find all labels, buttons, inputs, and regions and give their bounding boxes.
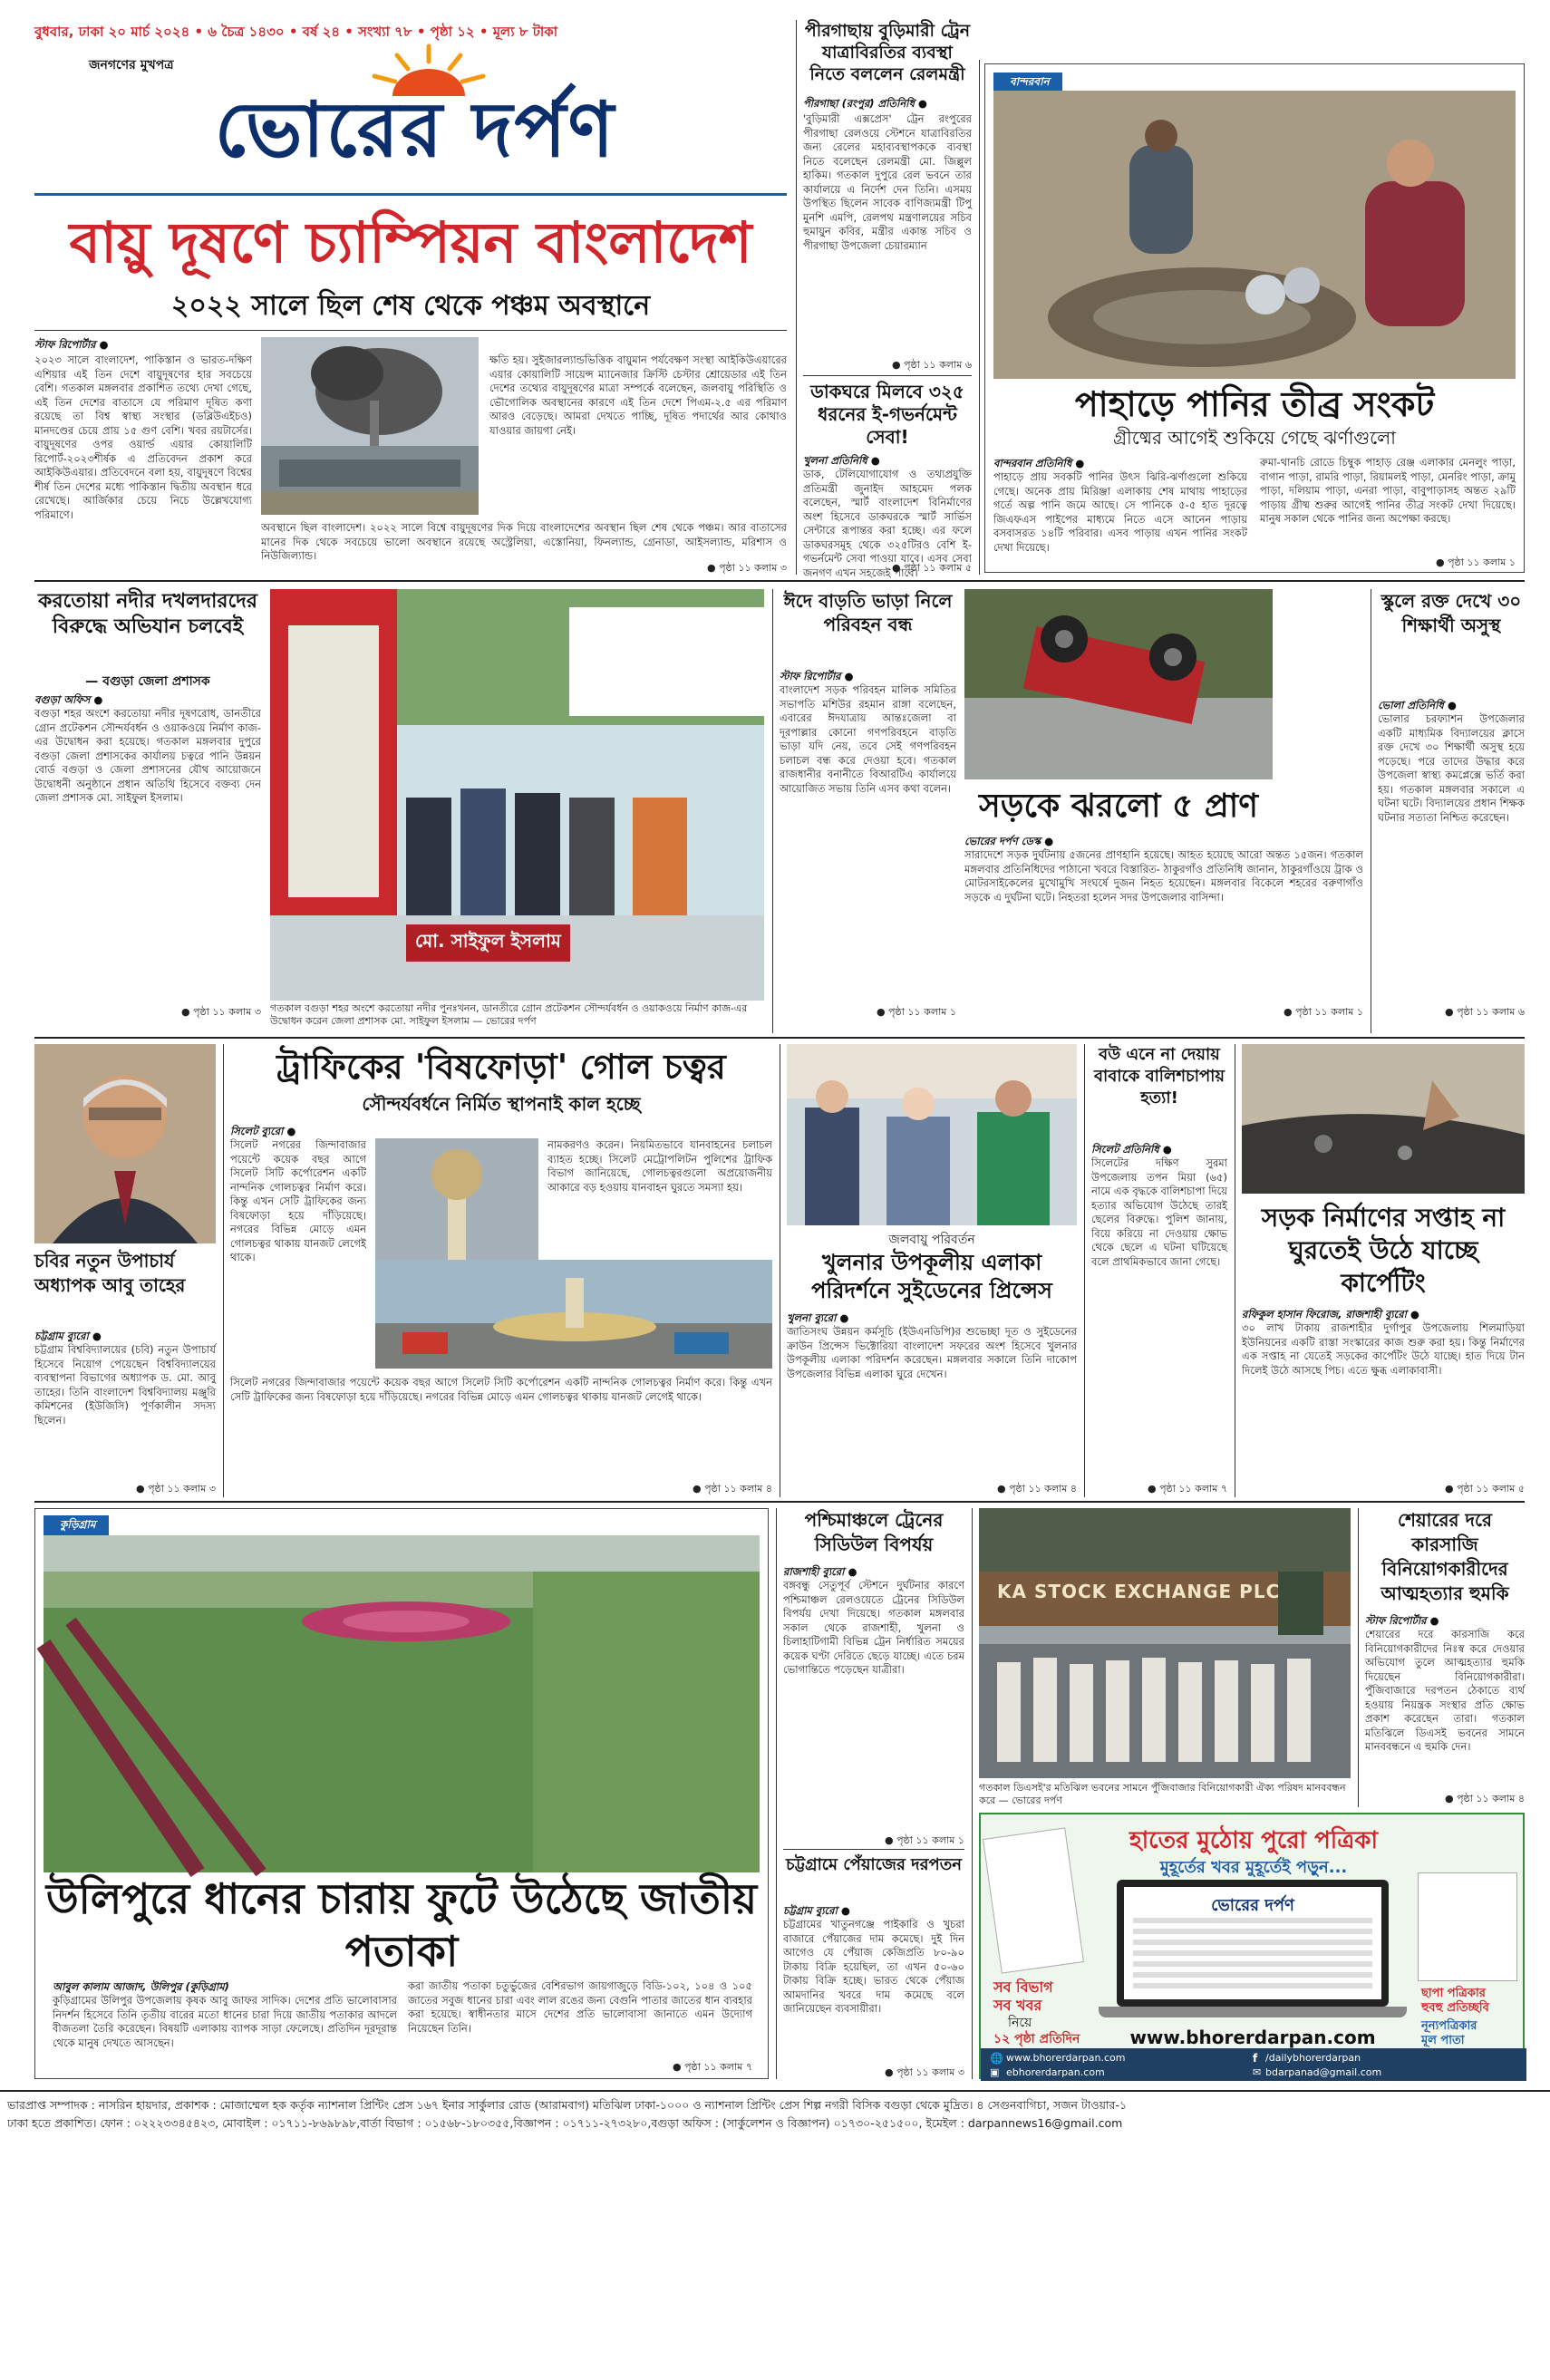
divider bbox=[34, 580, 1525, 582]
divider bbox=[223, 1044, 224, 1497]
traffic-column-1: সিলেট নগরের জিন্দাবাজার পয়েন্টে কয়েক বছর আগে সিলেট সিটি কর্পোরেশন একটি নান্দনিক গোলচত্বর নির্মাণ করে। কিন্তু এখন সেটি ট্রাফিকের জন্য বিষফোড়া হয়ে দাঁড়িয়েছে। নগরের বিভিন্ন মোড়ে এমন গোলচত্বর থাকায় যানজট লেগেই থাকে। bbox=[230, 1138, 366, 1263]
kurigram-column-2: করা জাতীয় পতাকা চতুর্ভুজের বেশিরভাগ জায়গাজুড়ে বিডি-১০২, ১০৪ ও ১০৫ জাতের সবুজ ধানের চারা এবং লাল রঙের জন্য বেগুনি পাতার জাতের ধান ব্যবহার করা হয়েছে। স্বাধীনতার মাসে দেশের প্রতি ভালোবাসা জানাতে এমন উদ্যোগ নিয়েছেন তিনি। bbox=[408, 1979, 752, 2035]
road-carpeting-photo bbox=[1242, 1044, 1525, 1194]
train-byline: পীরগাছা (রংপুর) প্রতিনিধি ● bbox=[803, 97, 927, 110]
karatoa-subtitle: — বগুড়া জেলা প্রশাসক bbox=[85, 674, 210, 689]
accident-photo bbox=[964, 589, 1273, 779]
epaper-icon: ▣ bbox=[990, 2066, 1000, 2078]
karatoa-continued: ● পৃষ্ঠা ১১ কলাম ৩ bbox=[180, 1006, 261, 1018]
murder-continued: ● পৃষ্ঠা ১১ কলাম ৭ bbox=[1147, 1483, 1227, 1495]
water-crisis-photo bbox=[993, 91, 1516, 379]
ad-email[interactable]: bdarpanad@gmail.com bbox=[1265, 2066, 1382, 2078]
share-body: শেয়ারের দরে কারসাজি করে বিনিয়োগকারীদের নিঃস্ব করে দেওয়ার অভিযোগ তুলে আত্মহত্যার হুমকি দিয়েছেন বিনিয়োগকারীরা। পুঁজিবাজারে দরপতন ঠেকাতে ব্যর্থ হওয়ায় নিয়ন্ত্রক সংস্থার প্রতি ক্ষোভ প্রকাশ করেছেন তারা। গতকাল মতিঝিলে ডিএসই ভবনের সামনে মানববন্ধনে এ হুমকি দেন। bbox=[1365, 1628, 1525, 1753]
kurigram-continued: ● পৃষ্ঠা ১১ কলাম ৭ bbox=[672, 2061, 752, 2073]
blood-headline: স্কুলে রক্ত দেখে ৩০ শিক্ষার্থী অসুস্থ bbox=[1380, 590, 1522, 636]
train-body: 'বুড়িমারী এক্সপ্রেস' ট্রেন রংপুরের পীরগাছা রেলওয়ে স্টেশনে যাত্রাবিরতির জন্য রেলের মহাব্যবস্থাপককে ব্যবস্থা নিতে বলেছেন রেলমন্ত্রী মো. জিল্লুল হাকিম। গতকাল দুপুরে রেল ভবনে তার কার্যালয়ে এ নির্দেশ দেন তিনি। এসময় উপস্থিত ছিলেন সাবেক বাণিজ্যমন্ত্রী টিপু মুনশি এমপি, রেলপথ মন্ত্রণালয়ের সচিব হুমায়ুন কবির, মন্ত্রীর একান্ত সচিব ও পীরগাছা উপজেলা চেয়ারম্যান bbox=[803, 112, 972, 252]
westtrain-body: বঙ্গবন্ধু সেতুপূর্ব স্টেশনে দুর্ঘটনার কারণে পশ্চিমাঞ্চল রেলওয়েতে ট্রেনের সিডিউল বিপর্যয় দেখা দিয়েছে। গতকাল মঙ্গলবার সকাল থেকে রাজশাহী, খুলনা ও চিলাহাটিগামী বিভিন্ন ট্রেন নির্ধারিত সময়ের কয়েক ঘণ্টা দেরিতে ছেড়ে যাচ্ছে। এতে চরম ভোগান্তিতে পড়েছেন যাত্রীরা। bbox=[783, 1579, 964, 1676]
blood-byline: ভোলা প্রতিনিধি ● bbox=[1378, 699, 1457, 711]
divider bbox=[776, 1508, 777, 2079]
onion-byline: চট্টগ্রাম ব্যুরো ● bbox=[783, 1904, 850, 1917]
mail-icon: ✉ bbox=[1253, 2066, 1262, 2078]
vc-portrait-photo bbox=[34, 1044, 216, 1243]
dateline: বুধবার, ঢাকা ২০ মার্চ ২০২৪ • ৬ চৈত্র ১৪৩০ • বর্ষ ২৪ • সংখ্যা ৭৮ • পৃষ্ঠা ১২ • মূল্য ৮ টাকা bbox=[34, 24, 558, 40]
sweden-body: জাতিসংঘ উন্নয়ন কর্মসূচি (ইউএনডিপি)র শুভেচ্ছা দূত ও সুইডেনের ক্রাউন প্রিন্সেস ভিক্টোরিয়া বাংলাদেশ সফরের অংশ হিসেবে খুলনার উপকূলীয় এলাকা পরিদর্শন করেছেন। মঙ্গলবার সকালে তিনি দাকোপ উপজেলার বিভিন্ন এলাকা ঘুরে দেখেন। bbox=[787, 1325, 1077, 1380]
share-continued: ● পৃষ্ঠা ১১ কলাম ৪ bbox=[1444, 1793, 1525, 1804]
eid-headline: ঈদে বাড়তি ভাড়া নিলে পরিবহন বন্ধ bbox=[783, 590, 953, 635]
masthead bbox=[34, 16, 787, 202]
ad-right-4: মূল পাতা bbox=[1421, 2034, 1465, 2047]
rice-flag-photo bbox=[44, 1535, 760, 1872]
divider bbox=[34, 1037, 1525, 1039]
westtrain-continued: ● পৃষ্ঠা ১১ কলাম ১ bbox=[884, 1834, 964, 1846]
accident-headline: সড়কে ঝরলো ৫ প্রাণ bbox=[979, 788, 1258, 825]
share-byline: স্টাফ রিপোর্টার ● bbox=[1365, 1614, 1439, 1627]
lead-subtitle: ২০২২ সালে ছিল শেষ থেকে পঞ্চম অবস্থানে bbox=[170, 290, 651, 322]
bandarban-badge: বান্দরবান bbox=[993, 73, 1062, 94]
kurigram-byline: আবুল কালাম আজাদ, উলিপুর (কুড়িগ্রাম) bbox=[53, 1980, 229, 1993]
princess-photo bbox=[787, 1044, 1077, 1225]
vc-byline: চট্টগ্রাম ব্যুরো ● bbox=[34, 1330, 102, 1342]
lead-column-2: ক্ষতি হয়। সুইজারল্যান্ডভিত্তিক বায়ুমান পর্যবেক্ষণ সংস্থা আইকিউএয়ারের এয়ার কোয়ালিটি সায়েন্স ম্যানেজার ক্রিস্টি চেস্টার শ্রোয়েডার এই তিন দেশের তথ্যের বায়ুদূষণের মাত্রা সম্পর্কে বলেছেন, জলবায়ু পরিস্থিতি ও ভৌগোলিক অবস্থানের কারণে এই তিন দেশে পিএম-২.৫ এর পরিমাণ আরও বেড়েছে। আমরা দেখতে পাচ্ছি, দূষিত পদার্থের আর কোথাও যাওয়ার জায়গা নেই। bbox=[489, 353, 787, 437]
accident-continued: ● পৃষ্ঠা ১১ কলাম ১ bbox=[1283, 1006, 1363, 1018]
kurigram-column-1: কুড়িগ্রামের উলিপুর উপজেলায় কৃষক আবু জাফর সাদিক। দেশের প্রতি ভালোবাসার নিদর্শন হিসেবে তিনি তৃতীয় বারের মতো ধানের চারা দিয়ে জাতীয় পতাকার আদলে বীজতলা তৈরি করেছেন। বিষয়টি এলাকায় ব্যাপক সাড়া ফেলেছে। প্রতিদিন দূরদূরান্ত থেকে মানুষ দেখতে আসছেন। bbox=[53, 1994, 397, 2049]
facebook-icon: f bbox=[1253, 2052, 1258, 2065]
divider bbox=[803, 375, 972, 376]
vc-body: চট্টগ্রাম বিশ্ববিদ্যালয়ের (চবি) নতুন উপাচার্য হিসেবে নিয়োগ পেয়েছেন বিশ্ববিদ্যালয়ের ব্যবস্থাপনা বিভাগের অধ্যাপক ড. মো. আবু তাহের। তিনি বাংলাদেশ বিশ্ববিদ্যালয় মঞ্জুরি কমিশনের (ইউজিসি) পূর্ণকালীন সদস্য ছিলেন। bbox=[34, 1343, 216, 1427]
divider bbox=[783, 1849, 964, 1850]
lead-headline: বায়ু দূষণে চ্যাম্পিয়ন বাংলাদেশ bbox=[69, 209, 752, 276]
train-continued: ● পৃষ্ঠা ১১ কলাম ৬ bbox=[891, 359, 972, 371]
divider bbox=[979, 60, 980, 575]
karatoa-inauguration-photo bbox=[270, 589, 764, 1001]
bandarban-subtitle: গ্রীষ্মের আগেই শুকিয়ে গেছে ঝর্ণাগুলো bbox=[1113, 427, 1396, 449]
ad-left-3: নিয়ে bbox=[1008, 2016, 1032, 2030]
vc-headline: চবির নতুন উপাচার্য অধ্যাপক আবু তাহের bbox=[34, 1250, 186, 1296]
divider bbox=[34, 1501, 1525, 1503]
traffic-column-3: নামকরণও করেন। নিয়মিতভাবে যানবাহনের চলাচল ব্যাহত হচ্ছে। সিলেট মেট্রোপলিটন পুলিশের ট্রাফিক বিভাগ জানিয়েছে, গোলচত্বরগুলো অপ্রয়োজনীয় আকারে বড় হওয়ায় যানবাহন ঘুরতে সমস্যা হয়। bbox=[547, 1138, 772, 1194]
traffic-headline: ট্রাফিকের 'বিষফোড়া' গোল চত্বর bbox=[276, 1047, 726, 1087]
eid-byline: স্টাফ রিপোর্টার ● bbox=[780, 670, 854, 682]
egov-body: ডাক, টেলিযোগাযোগ ও তথ্যপ্রযুক্তি প্রতিমন্ত্রী জুনাইদ আহমেদ পলক বলেছেন, স্মার্ট বাংলাদেশ বিনির্মাণের অংশ হিসেবে ডাকঘরকে স্মার্ট সার্ভিস সেন্টারে রূপান্তর করা হচ্ছে। এর ফলে ডাকঘরসমূহ থেকে ৩২৫টিরও বেশি ই-গভর্নমেন্ট সেবা পাওয়া যাবে। এসব সেবা জনগণ এখন সহজেই পাবে। bbox=[803, 468, 972, 579]
footer-line-2: ঢাকা হতে প্রকাশিত। ফোন : ০২২২৩৩৪৫৪২৩, মোবাইল : ০১৭১১-৮৬৯৮৯৮,বার্তা বিভাগ : ০১৫৬৮-১৮০৩৫৫,বিজ্ঞাপন : ০১৭১১-২৭৩২৮০,বগুড়া অফিস : (সার্কুলেশন ও বিজ্ঞাপন) ০১৭৩০-২৫১৫০০, ইমেইল : darpannews16@gmail.com bbox=[7, 2116, 1123, 2130]
tagline: জনগণের মুখপত্র bbox=[89, 58, 174, 73]
blood-body: ভোলার চরফ্যাশন উপজেলার একটি মাধ্যমিক বিদ্যালয়ের ক্লাসে রক্ত দেখে ৩০ শিক্ষার্থী অসুস্থ হয়ে পড়েছে। পরে তাদের উদ্ধার করে উপজেলা স্বাস্থ্য কমপ্লেক্সে ভর্তি করা হয়। গতকাল মঙ্গলবার সকালে এ ঘটনা ঘটে। বিদ্যালয়ের প্রধান শিক্ষক ঘটনার সত্যতা নিশ্চিত করেছেন। bbox=[1378, 712, 1525, 824]
ad-right-2: হুবহু প্রতিচ্ছবি bbox=[1421, 2001, 1489, 2015]
ad-headline: হাতের মুঠোয় পুরো পত্রিকা bbox=[1129, 1827, 1379, 1854]
murder-body: সিলেটের দক্ষিণ সুরমা উপজেলায় তপন মিয়া (৬৫) নামে এক বৃদ্ধকে বালিশচাপা দিয়ে হত্যার অভিযোগ উঠেছে তারই ছেলের বিরুদ্ধে। পুলিশ জানায়, বিয়ে করিয়ে না দেওয়ায় ক্ষোভ থেকে ছেলে এ ঘটনা ঘটিয়েছে বলে প্রাথমিকভাবে জানা গেছে। bbox=[1091, 1156, 1227, 1268]
onion-continued: ● পৃষ্ঠা ১১ কলাম ৩ bbox=[884, 2066, 964, 2078]
traffic-subtitle: সৌন্দর্যবর্ধনে নির্মিত স্থাপনাই কাল হচ্ছে bbox=[362, 1093, 641, 1115]
carpet-headline: সড়ক নির্মাণের সপ্তাহ না ঘুরতেই উঠে যাচ্ছে কার্পেটিং bbox=[1261, 1203, 1506, 1298]
egov-continued: ● পৃষ্ঠা ১১ কলাম ৫ bbox=[891, 562, 972, 574]
kurigram-headline: উলিপুরে ধানের চারায় ফুটে উঠেছে জাতীয় পতাকা bbox=[45, 1874, 758, 1976]
epaper-advertisement bbox=[979, 1813, 1525, 2079]
carpet-continued: ● পৃষ্ঠা ১১ কলাম ৫ bbox=[1444, 1483, 1525, 1495]
divider bbox=[1358, 1508, 1359, 1807]
accident-body: সারাদেশে সড়ক দুর্ঘটনায় ৫জনের প্রাণহানি হয়েছে। আহত হয়েছে আরো অন্তত ১৫জন। গতকাল মঙ্গলবার প্রতিনিধিদের পাঠানো খবরে বিস্তারিত- ঠাকুরগাঁও প্রতিনিধি জানান, ঠাকুরগাঁওয়ে ট্রাক ও মোটরসাইকেলের মুখোমুখি সংঘর্ষে দুজন নিহত হয়েছেন। মঙ্গলবার বিকেলে শহরের বরুণাগাঁও সড়কে এ দুর্ঘটনা ঘটে। নিহতরা হলেন সদর উপজেলার বাসিন্দা। bbox=[964, 848, 1363, 904]
karatoa-body: বগুড়া শহর অংশে করতোয়া নদীর দূষণরোধ, ডানতীরে গ্রোন প্রটেকশন সৌন্দর্যবর্ধন ও ওয়াকওয়ে নির্মাণ কাজ-এর উদ্বোধন করা হয়েছে। গতকাল মঙ্গলবার দুপুরে বগুড়া জেলা প্রশাসকের কার্যালয় চত্বরে পানি উন্নয়ন বোর্ড বগুড়া ও জেলা প্রশাসনের যৌথ আয়োজনে উদ্বোধনী অনুষ্ঠানে প্রধান অতিথি হিসেবে বক্তব্য দেন জেলা প্রশাসক মো. সাইফুল ইসলাম। bbox=[34, 707, 261, 804]
factory-smoke-photo bbox=[261, 337, 479, 515]
divider bbox=[0, 2090, 1550, 2092]
newspaper-name: ভোরের দর্পণ bbox=[214, 84, 616, 174]
karatoa-headline: করতোয়া নদীর দখলদারদের বিরুদ্ধে অভিযান চলবেই bbox=[38, 590, 257, 638]
ad-subheadline: মুহূর্তের খবর মুহূর্তেই পড়ুন... bbox=[1159, 1858, 1348, 1877]
karatoa-caption: গতকাল বগুড়া শহর অংশে করতোয়া নদীর পুনঃখনন, ডানতীরে গ্রোন প্রটেকশন সৌন্দর্যবর্ধন ও ওয়াকওয়ে নির্মাণ কাজ-এর উদ্বোধন করেন জেলা প্রশাসক মো. সাইফুল ইসলাম — ভোরের দর্পণ bbox=[270, 1002, 748, 1027]
carpet-byline: রফিকুল হাসান ফিরোজ, রাজশাহী ব্যুরো ● bbox=[1242, 1308, 1419, 1321]
bandarban-column-1: পাহাড়ে প্রায় সবকটি পানির উৎস ঝিরি-ঝর্ণাগুলো শুকিয়ে গেছে। অনেক প্রায় মিরিঞ্জা এলাকায় শেষ মাথায় পাহাড়ের গর্তে অল্প পানি জমে আছে। সে পানিকে ৫-৫ হাত দূরত্বে জিএফএস পাইপের মাধ্যমে নিতে এসে আনেন পাড়ায় বসবাসরত ১৪টি পরিবার। এসব পাড়ায় এখন পানির সংকট দেখা দিয়েছে। bbox=[993, 470, 1247, 554]
traffic-continued: ● পৃষ্ঠা ১১ কলাম ৪ bbox=[692, 1483, 772, 1495]
ad-right-3: নূন্যপত্রিকার bbox=[1421, 2019, 1477, 2033]
egov-headline: ডাকঘরে মিলবে ৩২৫ ধরনের ই-গভর্নমেন্ট সেবা! bbox=[810, 381, 964, 448]
train-headline: পীরগাছায় বুড়িমারী ট্রেন যাত্রাবিরতির ব্যবস্থা নিতে বললেন রেলমন্ত্রী bbox=[804, 21, 971, 84]
divider bbox=[34, 330, 787, 331]
newspaper-stack-icon bbox=[1418, 1872, 1517, 1981]
westtrain-byline: রাজশাহী ব্যুরো ● bbox=[783, 1565, 857, 1578]
lead-continued: ● পৃষ্ঠা ১১ কলাম ৩ bbox=[706, 562, 787, 574]
stock-exchange-photo bbox=[979, 1508, 1351, 1778]
ad-url[interactable]: www.bhorerdarpan.com bbox=[1129, 2027, 1376, 2048]
murder-byline: সিলেট প্রতিনিধি ● bbox=[1091, 1143, 1172, 1156]
bandarban-column-2: রুমা-থানচি রোডে চিম্বুক পাহাড় রেঞ্জ এলাকার মেনলুং পাড়া, বাগান পাড়া, রামরি পাড়া, রিয়ামলই পাড়া, মেনরিং পাড়া, ক্রামু পাড়া, দলিয়াম পাড়া, এনরা পাড়া, বাবুপাড়াসহ অন্তত ২৯টি পাড়ায় গ্রীষ্ম শুরুর আগেই পানির তীব্র সংকট দেখা দিয়েছে। মানুষ সকাল থেকে পানির জন্য অপেক্ষা করছে। bbox=[1260, 456, 1516, 525]
ad-left-4: ১২ পৃষ্ঠা প্রতিদিন bbox=[993, 2032, 1080, 2046]
kurigram-badge: কুড়িগ্রাম bbox=[44, 1515, 109, 1537]
carpet-body: ৩০ লাখ টাকায় রাজশাহীর দুর্গাপুর উপজেলায় শিলমাড়িয়া ইউনিয়নের একটি রাস্তা সংস্কারের কাজ শুরু করা হয়। কিন্তু নির্মাণের এক সপ্তাহ না যেতেই সড়কের কার্পেটিং উঠে যাচ্ছে। হাত দিয়ে টান দিলেই উঠে আসছে পিচ। এতে ক্ষুব্ধ এলাকাবাসী। bbox=[1242, 1321, 1525, 1377]
globe-icon: 🌐 bbox=[990, 2052, 1003, 2065]
dse-caption: গতকাল ডিএসই'র মতিঝিল ভবনের সামনে পুঁজিবাজার বিনিয়োগকারী ঐক্য পরিষদ মানববন্ধন করে — ভোরের দর্পণ bbox=[979, 1782, 1346, 1806]
divider bbox=[796, 20, 797, 575]
eid-continued: ● পৃষ্ঠা ১১ কলাম ১ bbox=[876, 1006, 956, 1018]
share-headline: শেয়ারের দরে কারসাজি বিনিয়োগকারীদের আত্মহত্যার হুমকি bbox=[1380, 1509, 1509, 1604]
sweden-byline: খুলনা ব্যুরো ● bbox=[787, 1311, 849, 1324]
blood-continued: ● পৃষ্ঠা ১১ কলাম ৬ bbox=[1444, 1006, 1525, 1018]
plaque-sign: মো. সাইফুল ইসলাম bbox=[406, 924, 570, 962]
westtrain-headline: পশ্চিমাঞ্চলে ট্রেনের সিডিউল বিপর্যয় bbox=[804, 1509, 944, 1555]
ad-facebook[interactable]: /dailybhorerdarpan bbox=[1265, 2052, 1361, 2064]
sweden-continued: ● পৃষ্ঠা ১১ কলাম ৪ bbox=[996, 1483, 1077, 1495]
eid-body: বাংলাদেশ সড়ক পরিবহন মালিক সমিতির সভাপতি মশিউর রহমান রাঙ্গা বলেছেন, এবারের ঈদযাত্রায় আন্তঃজেলা বা দূরপাল্লার কোনো গণপরিবহনে বাড়তি ভাড়া যদি নেয়, তবে সেই গণপরিবহন চলাচল বন্ধ করে দেওয়া হবে। গতকাল রাজধানীর বনানীতে বিআরটিএ কার্যালয়ে আয়োজিত সভায় তিনি এসব কথা বলেন। bbox=[780, 683, 956, 795]
traffic-byline: সিলেট ব্যুরো ● bbox=[230, 1125, 296, 1137]
accident-byline: ভোরের দর্পণ ডেস্ক ● bbox=[964, 835, 1054, 847]
laptop-icon bbox=[1099, 1880, 1407, 2025]
karatoa-byline: বগুড়া অফিস ● bbox=[34, 693, 103, 706]
lead-column-3: অবস্থানে ছিল বাংলাদেশ। ২০২২ সালে বিশ্বে বায়ুদূষণের দিক দিয়ে বাংলাদেশের অবস্থান ছিল শেষ থেকে পঞ্চম। আর বাতাসের মানের দিক থেকে সবচেয়ে ভালো অবস্থানে রয়েছে অস্ট্রেলিয়া, এস্তোনিয়া, ফিনল্যান্ড, গ্রেনাডা, আইসল্যান্ড, মরিশাস ও নিউজিল্যান্ড। bbox=[261, 521, 787, 562]
footer-line-1: ভারপ্রাপ্ত সম্পাদক : নাসরিন হায়দার, প্রকাশক : মোজাম্মেল হক কর্তৃক ন্যাশনাল প্রিন্টিং প্রেস ১৬৭ ইনার সার্কুলার রোড (আরামবাগ) মতিঝিল ঢাকা-১০০০ ও ন্যাশনাল প্রিন্টিং প্রেস শিল্প নগরী বিসিক বগুড়া থেকে মুদ্রিত। ৪ সেগুনবাগিচা, সজন টাওয়ার-১ bbox=[7, 2098, 1128, 2112]
roundabout-photo-2 bbox=[375, 1260, 772, 1369]
ad-epaper[interactable]: ebhorerdarpan.com bbox=[1006, 2066, 1105, 2078]
vc-continued: ● পৃষ্ঠা ১১ কলাম ৩ bbox=[135, 1483, 216, 1495]
egov-byline: খুলনা প্রতিনিধি ● bbox=[803, 454, 880, 467]
bandarban-byline: বান্দরবান প্রতিনিধি ● bbox=[993, 457, 1085, 469]
ad-right-1: ছাপা পত্রিকার bbox=[1421, 1987, 1486, 2000]
murder-headline: বউ এনে না দেয়ায় বাবাকে বালিশচাপায় হত্যা! bbox=[1094, 1045, 1225, 1108]
divider bbox=[772, 589, 773, 1033]
masthead-rule bbox=[34, 193, 787, 196]
ad-left-1: সব বিভাগ bbox=[993, 1978, 1053, 1996]
divider bbox=[1084, 1044, 1085, 1497]
sweden-caption: জলবায়ু পরিবর্তন bbox=[888, 1233, 975, 1247]
bandarban-continued: ● পৃষ্ঠা ১১ কলাম ১ bbox=[1435, 556, 1516, 568]
lead-column-1: ২০২৩ সালে বাংলাদেশ, পাকিস্তান ও ভারত-দক্ষিণ এশিয়ার এই তিন দেশে বায়ুদূষণের হার সবচেয়ে বেশি। গতকাল মঙ্গলবার প্রকাশিত তথ্যে দেখা গেছে, এই তিন দেশের বাতাসে যে পরিমাণ দূষিত কণা রয়েছে তা বিশ্ব স্বাস্থ্য সংস্থার (ডব্লিউএইচও) মানদণ্ডের চেয়ে প্রায় ১৫ গুণ বেশি। খবর রয়টার্সের। বায়ুদূষণের ওপর ওয়ার্ল্ড এয়ার কোয়ালিটি রিপোর্ট-২০২৩শীর্ষক এ প্রতিবেদন প্রকাশ করে আইকিউএয়ার। প্রতিবেদনে বলা হয়, বায়ুদূষণে বিশ্বের শীর্ষ তিন দেশের মধ্যে পাকিস্তান দ্বিতীয় অবস্থান ধরে রেখেছে। আর্জিকার চেয়ে নিচে উল্লেখযোগ্য পরিমাণে। bbox=[34, 353, 252, 521]
ad-website[interactable]: www.bhorerdarpan.com bbox=[1006, 2052, 1126, 2064]
stock-exchange-sign: KA STOCK EXCHANGE PLC bbox=[997, 1581, 1281, 1602]
bandarban-headline: পাহাড়ে পানির তীব্র সংকট bbox=[1074, 384, 1435, 424]
screen-logo: ভোরের দর্পণ bbox=[1211, 1896, 1294, 1915]
sweden-headline: খুলনার উপকূলীয় এলাকা পরিদর্শনে সুইডেনের প্রিন্সেস bbox=[811, 1250, 1052, 1303]
onion-headline: চট্টগ্রামে পেঁয়াজের দরপতন bbox=[786, 1855, 962, 1874]
divider bbox=[972, 1508, 973, 2079]
lead-byline: স্টাফ রিপোর্টার ● bbox=[34, 338, 109, 351]
traffic-column-lower: সিলেট নগরের জিন্দাবাজার পয়েন্টে কয়েক বছর আগে সিলেট সিটি কর্পোরেশন একটি নান্দনিক গোলচত্বর নির্মাণ করে। কিন্তু এখন সেটি ট্রাফিকের জন্য বিষফোড়া হয়ে দাঁড়িয়েছে। নগরের বিভিন্ন মোড়ে এমন গোলচত্বর থাকায় যানজট লেগেই থাকে। bbox=[230, 1376, 772, 1403]
ad-left-2: সব খবর bbox=[993, 1997, 1042, 2014]
onion-body: চট্টগ্রামের খাতুনগঞ্জে পাইকারি ও খুচরা বাজারে পেঁয়াজের দাম কমেছে। দুই দিন আগেও যে পেঁয়াজ কেজিপ্রতি ৮০-৯০ টাকায় বিক্রি হয়েছিল, তা এখন ৫০-৬০ টাকায় বিক্রি হচ্ছে। ভারত থেকে পেঁয়াজ আমদানির খবরে দাম কমেছে বলে জানিয়েছেন ব্যবসায়ীরা। bbox=[783, 1918, 964, 2015]
laptop-screen bbox=[1124, 1887, 1381, 1999]
